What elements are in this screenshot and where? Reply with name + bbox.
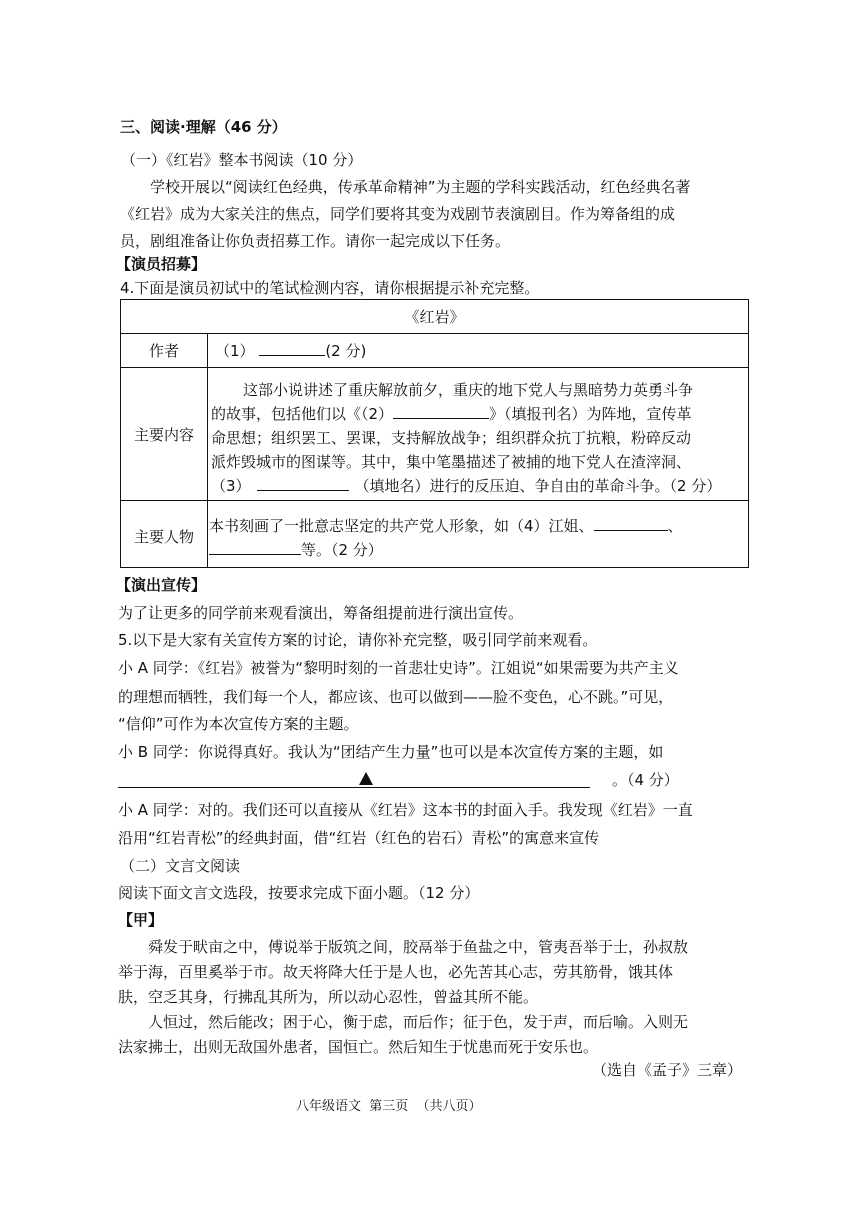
part1-title: （一）《红岩》整本书阅读（10 分）	[121, 151, 363, 169]
characters-line-1: 本书刻画了一批意志坚定的共产党人形象，如（4）江姐、 、	[209, 517, 683, 535]
part2-title: （二）文言文阅读	[120, 857, 241, 875]
blank-1-score: (2 分)	[325, 342, 367, 360]
recruit-label: 【演员招募】	[116, 255, 207, 273]
passage-jia-label: 【甲】	[118, 911, 164, 929]
row-author-label: 作者	[148, 342, 179, 360]
passage-p2-line-2: 法家拂士，出则无敌国外患者，国恒亡。然后知生于忧患而死于安乐也。	[118, 1038, 599, 1056]
table-title: 《红岩》	[404, 308, 465, 326]
content-line-4: 派炸毁城市的图谋等。其中，集中笔墨描述了被捕的地下党人在渣滓洞、	[211, 453, 692, 471]
intro-line-1: 学校开展以“阅读红色经典，传承革命精神”为主题的学科实践活动，红色经典名著	[150, 178, 691, 196]
student-a-reply-1: 小 A 同学：对的。我们还可以直接从《红岩》这本书的封面入手。我发现《红岩》一直	[118, 801, 693, 819]
intro-line-2: 《红岩》成为大家关注的焦点，同学们要将其变为戏剧节表演剧目。作为筹备组的成	[120, 205, 676, 223]
passage-p1-line-1: 舜发于畎亩之中，傅说举于版筑之间，胶鬲举于鱼盐之中，管夷吾举于士，孙叔敖	[148, 938, 689, 956]
characters-line-2: 等。（2 分）	[209, 540, 383, 560]
question-4: 4.下面是演员初试中的笔试检测内容，请你根据提示补充完整。	[120, 279, 540, 297]
blank-1-prefix: （1）	[215, 342, 255, 360]
question-5: 5.以下是大家有关宣传方案的讨论，请你补充完整，吸引同学前来观看。	[118, 631, 598, 649]
row-characters-label: 主要人物	[133, 528, 194, 546]
answer-blank-q5[interactable]	[118, 773, 590, 788]
blank-4b[interactable]	[209, 540, 301, 555]
q5-score: 。（4 分）	[612, 771, 679, 789]
content-line-1: 这部小说讲述了重庆解放前夕，重庆的地下党人与黑暗势力英勇斗争	[243, 381, 694, 399]
promo-label: 【演出宣传】	[116, 576, 207, 594]
content-line-5: （3） （填地名）进行的反压迫、争自由的革命斗争。（2 分）	[211, 477, 722, 495]
triangle-marker-icon	[359, 772, 373, 785]
student-a-line-1: 小 A 同学：《红岩》被誉为“黎明时刻的一首悲壮史诗”。江姐说“如果需要为共产主义	[118, 659, 679, 677]
passage-source: （选自《孟子》三章）	[592, 1061, 743, 1079]
row-author-content	[215, 341, 366, 361]
content-line-2: 的故事，包括他们以《（2） 》（填报刊名）为阵地，宣传革	[211, 405, 692, 423]
blank-2[interactable]	[393, 404, 489, 419]
part2-instruction: 阅读下面文言文选段，按要求完成下面小题。（12 分）	[118, 884, 480, 902]
student-a-line-2: 的理想而牺牲，我们每一个人，都应该、也可以做到——脸不变色，心不跳。”可见，	[118, 688, 674, 706]
student-a-reply-2: 沿用“红岩青松”的经典封面，借“红岩（红色的岩石）青松”的寓意来宣传	[118, 829, 600, 847]
content-line-3: 命思想；组织罢工、罢课，支持解放战争；组织群众抗丁抗粮，粉碎反动	[211, 429, 692, 447]
student-b-line-1: 小 B 同学：你说得真好。我认为“团结产生力量”也可以是本次宣传方案的主题，如	[118, 743, 664, 761]
blank-1[interactable]	[259, 341, 325, 356]
answer-table	[120, 299, 749, 568]
intro-line-3: 员，剧组准备让你负责招募工作。请你一起完成以下任务。	[120, 232, 511, 250]
blank-3[interactable]	[257, 476, 349, 491]
passage-p1-line-3: 肤，空乏其身，行拂乱其所为，所以动心忍性，曾益其所不能。	[118, 988, 539, 1006]
passage-p1-line-2: 举于海，百里奚举于市。故天将降大任于是人也，必先苦其心志，劳其筋骨，饿其体	[118, 963, 674, 981]
section-heading: 三、阅读·理解（46 分）	[120, 118, 287, 136]
blank-4a[interactable]	[594, 516, 668, 531]
passage-p2-line-1: 人恒过，然后能改；困于心，衡于虑，而后作；征于色，发于声，而后喻。入则无	[148, 1013, 689, 1031]
page-footer: 八年级语文 第三页 （共八页）	[296, 1099, 482, 1114]
student-a-line-3: “信仰”可作为本次宣传方案的主题。	[118, 715, 359, 733]
promo-line-1: 为了让更多的同学前来观看演出，筹备组提前进行演出宣传。	[118, 604, 524, 622]
row-content-label: 主要内容	[133, 426, 194, 444]
